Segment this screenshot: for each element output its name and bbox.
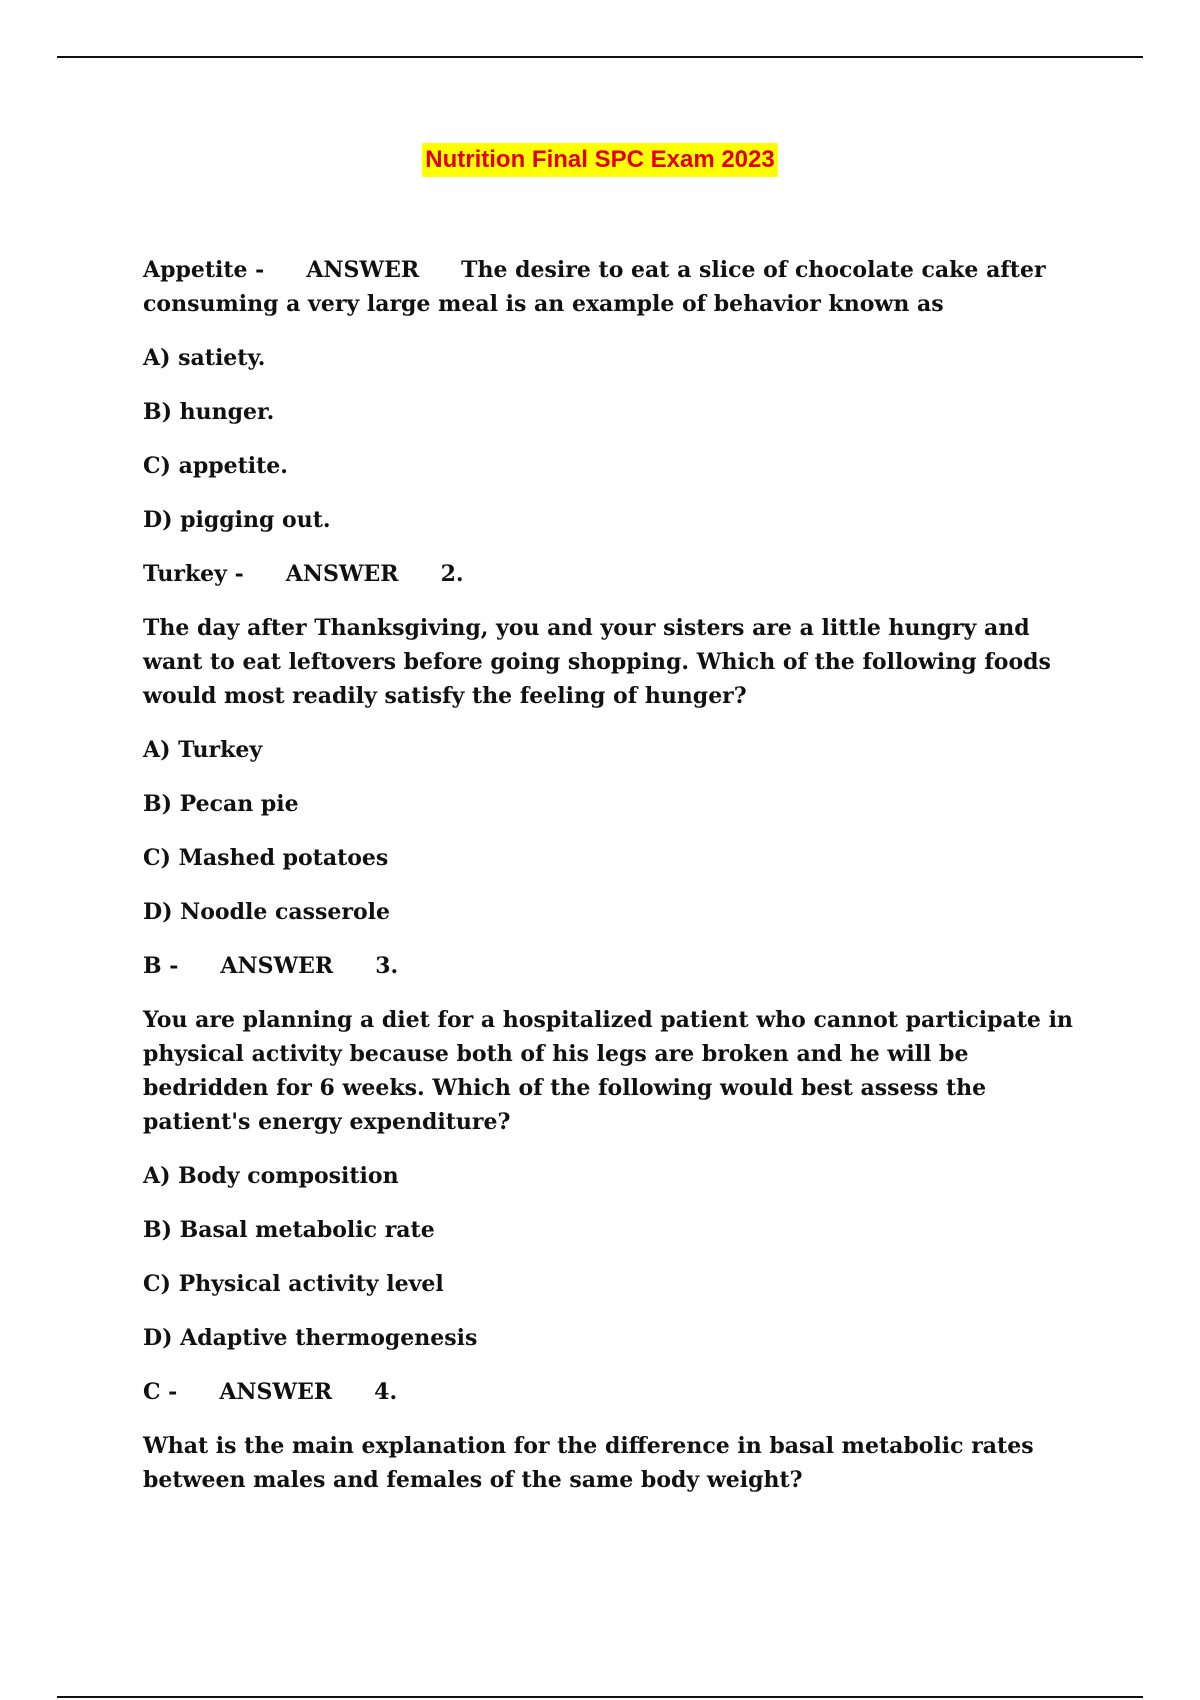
option: C) appetite. bbox=[143, 453, 288, 479]
stem-start: The desire to eat a slice of chocolate cake after bbox=[461, 257, 1046, 283]
question-4 bbox=[143, 1375, 1093, 1497]
question-1 bbox=[143, 253, 1093, 537]
answer-line bbox=[143, 949, 1093, 983]
question-2 bbox=[143, 557, 1093, 929]
stem-rest: consuming a very large meal is an example of behavior known as bbox=[143, 291, 944, 317]
option: D) Adaptive thermogenesis bbox=[143, 1325, 478, 1351]
answer-line bbox=[143, 557, 1093, 591]
question-stem bbox=[143, 253, 1093, 321]
option: D) pigging out. bbox=[143, 507, 331, 533]
option: B) hunger. bbox=[143, 399, 275, 425]
answer-label: C - bbox=[143, 1379, 178, 1405]
answer-label: Turkey - bbox=[143, 561, 244, 587]
answer-line bbox=[143, 1375, 1093, 1409]
answer-marker: ANSWER bbox=[306, 257, 420, 283]
top-rule bbox=[57, 56, 1143, 58]
question-number: 3. bbox=[375, 953, 399, 979]
question-stem: The day after Thanksgiving, you and your sisters are a little hungry and want to eat leftovers before going shopping. Which of the following foods would most readily satisfy the feeling of hunger? bbox=[143, 615, 1051, 709]
option: C) Physical activity level bbox=[143, 1271, 444, 1297]
bottom-rule bbox=[57, 1696, 1143, 1698]
option: A) Turkey bbox=[143, 737, 263, 763]
question-stem: You are planning a diet for a hospitalized patient who cannot participate in physical activity because both of his legs are broken and he will be bedridden for 6 weeks. Which of the following would best assess the patient's energy expenditure? bbox=[143, 1007, 1073, 1135]
exam-content bbox=[143, 253, 1093, 1517]
answer-label: Appetite - bbox=[143, 257, 265, 283]
answer-marker: ANSWER bbox=[285, 561, 399, 587]
question-number: 2. bbox=[440, 561, 464, 587]
option: D) Noodle casserole bbox=[143, 899, 391, 925]
question-number: 4. bbox=[374, 1379, 398, 1405]
question-stem: What is the main explanation for the difference in basal metabolic rates between males and females of the same body weight? bbox=[143, 1433, 1034, 1493]
answer-marker: ANSWER bbox=[220, 953, 334, 979]
answer-label: B - bbox=[143, 953, 179, 979]
option: B) Basal metabolic rate bbox=[143, 1217, 435, 1243]
option: B) Pecan pie bbox=[143, 791, 299, 817]
question-3 bbox=[143, 949, 1093, 1355]
option: A) satiety. bbox=[143, 345, 266, 371]
document-title: Nutrition Final SPC Exam 2023 bbox=[422, 143, 777, 177]
option: C) Mashed potatoes bbox=[143, 845, 389, 871]
option: A) Body composition bbox=[143, 1163, 399, 1189]
answer-marker: ANSWER bbox=[219, 1379, 333, 1405]
title-wrap bbox=[0, 143, 1200, 177]
